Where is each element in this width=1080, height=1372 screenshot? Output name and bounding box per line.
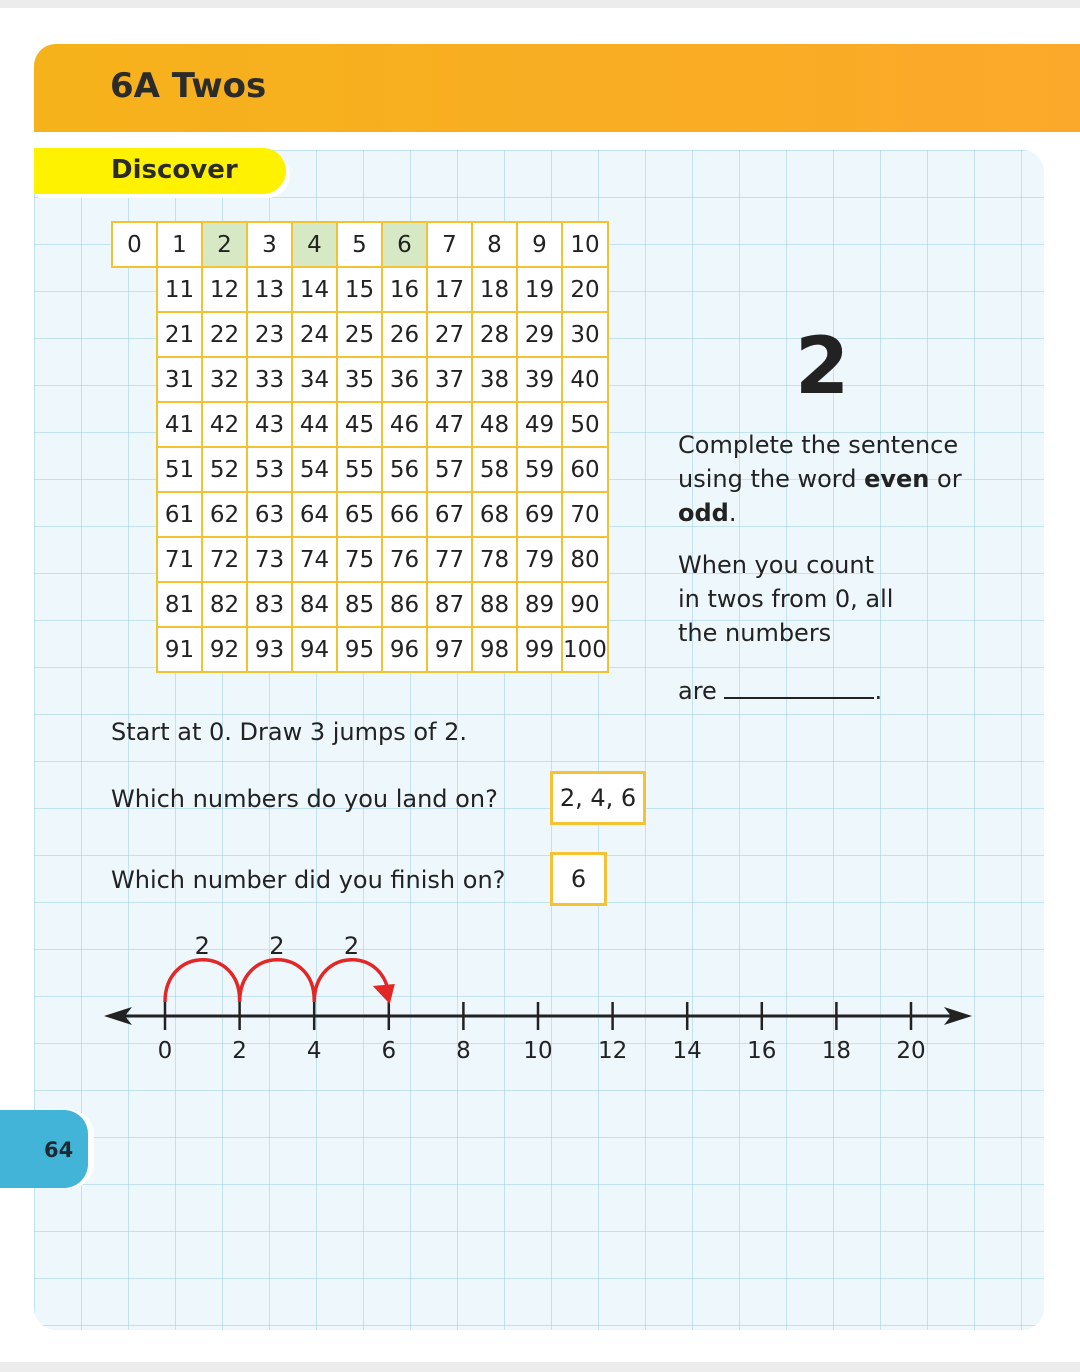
grid-cell: 17 bbox=[427, 267, 472, 312]
grid-cell: 83 bbox=[247, 582, 292, 627]
grid-cell: 33 bbox=[247, 357, 292, 402]
task2-instruction bbox=[678, 428, 998, 530]
jump-label: 2 bbox=[343, 932, 360, 960]
hundred-square bbox=[111, 221, 609, 673]
task-number: 2 bbox=[795, 322, 850, 412]
grid-cell: 26 bbox=[382, 312, 427, 357]
grid-cell: 77 bbox=[427, 537, 472, 582]
grid-cell: 24 bbox=[292, 312, 337, 357]
grid-spacer bbox=[112, 312, 157, 357]
grid-cell: 35 bbox=[337, 357, 382, 402]
grid-cell: 42 bbox=[202, 402, 247, 447]
word-even: even bbox=[864, 465, 930, 493]
tick-label: 20 bbox=[896, 1038, 926, 1064]
answer-blank[interactable] bbox=[724, 679, 874, 699]
grid-cell: 100 bbox=[562, 627, 608, 672]
are-label: are bbox=[678, 677, 717, 705]
grid-cell: 48 bbox=[472, 402, 517, 447]
grid-cell: 30 bbox=[562, 312, 608, 357]
grid-cell: 76 bbox=[382, 537, 427, 582]
tick-label: 0 bbox=[157, 1038, 173, 1064]
grid-cell: 20 bbox=[562, 267, 608, 312]
grid-row bbox=[112, 447, 608, 492]
jump-label: 2 bbox=[269, 932, 285, 960]
grid-spacer bbox=[112, 447, 157, 492]
grid-cell: 40 bbox=[562, 357, 608, 402]
grid-cell: 90 bbox=[562, 582, 608, 627]
grid-cell: 25 bbox=[337, 312, 382, 357]
jump-label: 2 bbox=[194, 932, 210, 960]
tick-label: 2 bbox=[232, 1038, 247, 1064]
grid-cell: 64 bbox=[292, 492, 337, 537]
grid-cell: 50 bbox=[562, 402, 608, 447]
grid-cell: 41 bbox=[157, 402, 202, 447]
grid-cell: 11 bbox=[157, 267, 202, 312]
tick-label: 10 bbox=[523, 1038, 553, 1064]
bottom-rule bbox=[0, 1362, 1080, 1372]
jump-arrowhead-icon bbox=[373, 984, 395, 1004]
grid-cell: 95 bbox=[337, 627, 382, 672]
grid-cell: 2 bbox=[202, 222, 247, 267]
question-finish-on: Which number did you finish on? bbox=[111, 866, 506, 894]
grid-cell: 8 bbox=[472, 222, 517, 267]
page-title: 6A Twos bbox=[110, 66, 267, 106]
grid-cell: 75 bbox=[337, 537, 382, 582]
grid-cell: 67 bbox=[427, 492, 472, 537]
question-land-on: Which numbers do you land on? bbox=[111, 785, 498, 813]
grid-cell: 0 bbox=[112, 222, 157, 267]
grid-cell: 16 bbox=[382, 267, 427, 312]
grid-cell: 79 bbox=[517, 537, 562, 582]
grid-cell: 57 bbox=[427, 447, 472, 492]
grid-cell: 71 bbox=[157, 537, 202, 582]
answer-finish-on-box[interactable]: 6 bbox=[550, 852, 607, 906]
grid-row bbox=[112, 537, 608, 582]
grid-cell: 98 bbox=[472, 627, 517, 672]
discover-label: Discover bbox=[111, 155, 238, 185]
grid-spacer bbox=[112, 492, 157, 537]
task1-instruction: Start at 0. Draw 3 jumps of 2. bbox=[111, 718, 468, 746]
page-number: 64 bbox=[44, 1138, 74, 1162]
grid-cell: 12 bbox=[202, 267, 247, 312]
grid-cell: 81 bbox=[157, 582, 202, 627]
tick-label: 4 bbox=[306, 1038, 322, 1064]
jump-arc bbox=[165, 960, 240, 1002]
grid-cell: 49 bbox=[517, 402, 562, 447]
grid-cell: 72 bbox=[202, 537, 247, 582]
grid-row bbox=[112, 312, 608, 357]
grid-cell: 56 bbox=[382, 447, 427, 492]
grid-cell: 92 bbox=[202, 627, 247, 672]
grid-cell: 23 bbox=[247, 312, 292, 357]
tick-label: 6 bbox=[381, 1038, 397, 1064]
grid-cell: 3 bbox=[247, 222, 292, 267]
word-odd: odd bbox=[678, 499, 729, 527]
grid-spacer bbox=[112, 357, 157, 402]
grid-cell: 55 bbox=[337, 447, 382, 492]
grid-cell: 66 bbox=[382, 492, 427, 537]
grid-cell: 46 bbox=[382, 402, 427, 447]
grid-row bbox=[112, 222, 608, 267]
grid-cell: 21 bbox=[157, 312, 202, 357]
grid-cell: 1 bbox=[157, 222, 202, 267]
grid-cell: 70 bbox=[562, 492, 608, 537]
grid-cell: 82 bbox=[202, 582, 247, 627]
grid-cell: 60 bbox=[562, 447, 608, 492]
grid-cell: 4 bbox=[292, 222, 337, 267]
grid-cell: 10 bbox=[562, 222, 608, 267]
grid-cell: 32 bbox=[202, 357, 247, 402]
grid-cell: 59 bbox=[517, 447, 562, 492]
grid-cell: 45 bbox=[337, 402, 382, 447]
grid-spacer bbox=[112, 627, 157, 672]
grid-cell: 19 bbox=[517, 267, 562, 312]
grid-cell: 51 bbox=[157, 447, 202, 492]
grid-cell: 22 bbox=[202, 312, 247, 357]
grid-cell: 18 bbox=[472, 267, 517, 312]
grid-cell: 88 bbox=[472, 582, 517, 627]
grid-cell: 99 bbox=[517, 627, 562, 672]
grid-cell: 28 bbox=[472, 312, 517, 357]
tick-label: 16 bbox=[747, 1038, 777, 1064]
grid-spacer bbox=[112, 402, 157, 447]
grid-row bbox=[112, 582, 608, 627]
grid-cell: 94 bbox=[292, 627, 337, 672]
grid-row bbox=[112, 492, 608, 537]
grid-cell: 9 bbox=[517, 222, 562, 267]
grid-row bbox=[112, 402, 608, 447]
jump-arc bbox=[240, 960, 315, 1002]
grid-cell: 37 bbox=[427, 357, 472, 402]
grid-row bbox=[112, 627, 608, 672]
answer-land-on-box[interactable]: 2, 4, 6 bbox=[550, 771, 646, 825]
grid-cell: 69 bbox=[517, 492, 562, 537]
grid-cell: 13 bbox=[247, 267, 292, 312]
tick-label: 18 bbox=[821, 1038, 852, 1064]
grid-cell: 62 bbox=[202, 492, 247, 537]
grid-row bbox=[112, 267, 608, 312]
grid-cell: 89 bbox=[517, 582, 562, 627]
jump-arc bbox=[314, 960, 389, 1002]
tick-label: 14 bbox=[672, 1038, 702, 1064]
grid-cell: 93 bbox=[247, 627, 292, 672]
grid-cell: 36 bbox=[382, 357, 427, 402]
tick-label: 12 bbox=[597, 1038, 628, 1064]
grid-spacer bbox=[112, 582, 157, 627]
period: . bbox=[874, 677, 883, 705]
grid-cell: 53 bbox=[247, 447, 292, 492]
grid-cell: 14 bbox=[292, 267, 337, 312]
grid-cell: 63 bbox=[247, 492, 292, 537]
instruction-suffix: . bbox=[728, 499, 737, 527]
task2-statement: When you count in twos from 0, all the numbers bbox=[678, 551, 894, 647]
number-line bbox=[0, 920, 1080, 1080]
grid-cell: 84 bbox=[292, 582, 337, 627]
grid-cell: 34 bbox=[292, 357, 337, 402]
instruction-prefix: Complete the sentence using the word bbox=[678, 431, 959, 493]
grid-cell: 65 bbox=[337, 492, 382, 537]
grid-cell: 43 bbox=[247, 402, 292, 447]
grid-spacer bbox=[112, 537, 157, 582]
grid-cell: 85 bbox=[337, 582, 382, 627]
grid-cell: 80 bbox=[562, 537, 608, 582]
grid-cell: 87 bbox=[427, 582, 472, 627]
grid-cell: 68 bbox=[472, 492, 517, 537]
grid-cell: 78 bbox=[472, 537, 517, 582]
top-rule bbox=[0, 0, 1080, 8]
grid-cell: 74 bbox=[292, 537, 337, 582]
grid-cell: 29 bbox=[517, 312, 562, 357]
grid-row bbox=[112, 357, 608, 402]
grid-cell: 27 bbox=[427, 312, 472, 357]
grid-cell: 7 bbox=[427, 222, 472, 267]
grid-cell: 96 bbox=[382, 627, 427, 672]
grid-cell: 52 bbox=[202, 447, 247, 492]
grid-cell: 54 bbox=[292, 447, 337, 492]
grid-cell: 6 bbox=[382, 222, 427, 267]
grid-cell: 47 bbox=[427, 402, 472, 447]
grid-cell: 5 bbox=[337, 222, 382, 267]
grid-cell: 86 bbox=[382, 582, 427, 627]
grid-cell: 31 bbox=[157, 357, 202, 402]
tick-label: 8 bbox=[456, 1038, 471, 1064]
grid-cell: 58 bbox=[472, 447, 517, 492]
grid-cell: 44 bbox=[292, 402, 337, 447]
instruction-mid: or bbox=[929, 465, 962, 493]
task2-answer-line bbox=[678, 674, 998, 708]
grid-cell: 97 bbox=[427, 627, 472, 672]
grid-cell: 15 bbox=[337, 267, 382, 312]
grid-cell: 73 bbox=[247, 537, 292, 582]
grid-cell: 61 bbox=[157, 492, 202, 537]
grid-cell: 91 bbox=[157, 627, 202, 672]
grid-cell: 38 bbox=[472, 357, 517, 402]
grid-spacer bbox=[112, 267, 157, 312]
grid-cell: 39 bbox=[517, 357, 562, 402]
